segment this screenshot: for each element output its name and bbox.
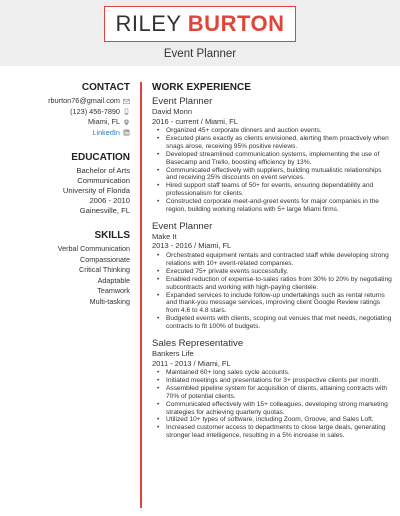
job-entry [152,96,392,214]
skill-item: Teamwork [97,286,130,296]
full-name [105,7,295,40]
email-text: rburton76@gmail.com [48,96,120,105]
bullet-item: • Initiated meetings and presentations for 3+ prospective clients per month. [152,377,392,385]
contact-linkedin [0,128,130,139]
skill-item: Multi-tasking [89,296,130,306]
job-dates: 2011 - 2013 / Miami, FL [152,358,231,368]
education-school: University of Florida [62,186,130,195]
job-title: Event Planner [152,96,213,107]
job-entry [152,338,392,440]
bullet-item: • Utilized 10+ types of software, including Zoom, Groove, and Sales Loft. [152,416,392,424]
bullet-item: • Constructed corporate meet-and-greet events for major companies in the region, building working relations with 5+ large Miami firms. [152,198,392,214]
education-location: Gainesville, FL [79,206,130,215]
contact-email [0,96,130,107]
bullet-item: • Maintained 60+ long sales cycle accounts. [152,369,392,377]
location-icon [123,119,130,126]
bullet-item: • Expanded services to include follow-up undertakings such as rental returns and thank-you message services, improving client Google Review ratings from 4.6 to 4.8 stars. [152,292,392,316]
job-company: Make It [152,231,177,241]
name-box [104,6,296,42]
job-bullets [152,369,392,440]
education-degree-1: Bachelor of Arts [76,166,130,175]
education-years: 2006 - 2010 [89,196,130,205]
contact-heading: CONTACT [81,82,130,93]
right-column [152,82,392,440]
bullet-item: • Developed streamlined communication systems, implementing the use of Basecamp and Trello, boosting efficiency by 13%. [152,151,392,167]
skill-item: Adaptable [97,275,130,285]
job-title: Event Planner [152,220,213,232]
job-bullets [152,252,392,331]
bullet-item: • Increased customer access to departments to close large deals, generating stronger lead intelligence, resulting in a 5% increase in sales. [152,424,392,440]
bullet-item: • Communicated effectively with 15+ colleagues, developing strong marketing strategies for achieving quarterly quotas. [152,401,392,417]
job-dates: 2016 - current / Miami, FL [152,116,238,126]
first-name: RILEY [115,11,182,36]
phone-icon [123,108,130,115]
job-entry [152,221,392,331]
job-dates: 2013 - 2016 / Miami, FL [152,241,232,251]
last-name: BURTON [187,11,285,36]
education-degree-2: Communication [77,176,130,185]
education-heading: EDUCATION [71,152,130,163]
skill-item: Critical Thinking [79,265,130,275]
bullet-item: • Organized 45+ corporate dinners and auction events. [152,127,392,135]
bullet-item: • Executed 75+ private events successfully. [152,268,392,276]
skill-item: Compassionate [80,254,130,264]
column-divider [140,82,142,508]
job-role-title: Event Planner [163,48,237,60]
bullet-item: • Budgeted events with clients, scoping out venues that met needs, negotiating contracts to fit 100% of budgets. [152,315,392,331]
header-banner [0,0,400,66]
skills-list [0,244,130,308]
phone-text: (123) 456-7890 [70,106,120,116]
email-icon [123,98,130,105]
bullet-item: • Enabled reduction of expense-to-sales ratios from 30% to 20% by negotiating subcontracts and working with high-paying clientele. [152,276,392,292]
linkedin-link[interactable]: LinkedIn [92,127,120,137]
skill-item: Verbal Communication [57,244,130,253]
job-company: David Monn [152,107,193,116]
location-text: Miami, FL [87,117,120,126]
skills-heading: SKILLS [94,230,130,241]
linkedin-icon [123,129,130,136]
contact-phone [0,107,130,118]
contact-location [0,117,130,128]
bullet-item: • Hired support staff teams of 50+ for events, ensuring dependability and professionalism for clients. [152,182,392,198]
bullet-item: • Orchestrated equipment rentals and contracted staff while developing strong relations with 10+ event-related companies. [152,252,392,268]
bullet-item: • Executed plans exactly as clients envisioned, alerting them proactively when snags arose, receiving 95% positive reviews. [152,135,392,151]
job-company: Bankers Life [152,349,194,359]
job-bullets [152,127,392,214]
job-title: Sales Representative [152,338,244,350]
work-experience-heading: WORK EXPERIENCE [152,82,251,93]
bullet-item: • Communicated effectively with suppliers, building mutualistic relationships and receiving 25% discounts on event services. [152,167,392,183]
bullet-item: • Assembled pipeline system for acquisition of clients, attaining contracts with 70% of potential clients. [152,385,392,401]
left-column [0,82,130,308]
